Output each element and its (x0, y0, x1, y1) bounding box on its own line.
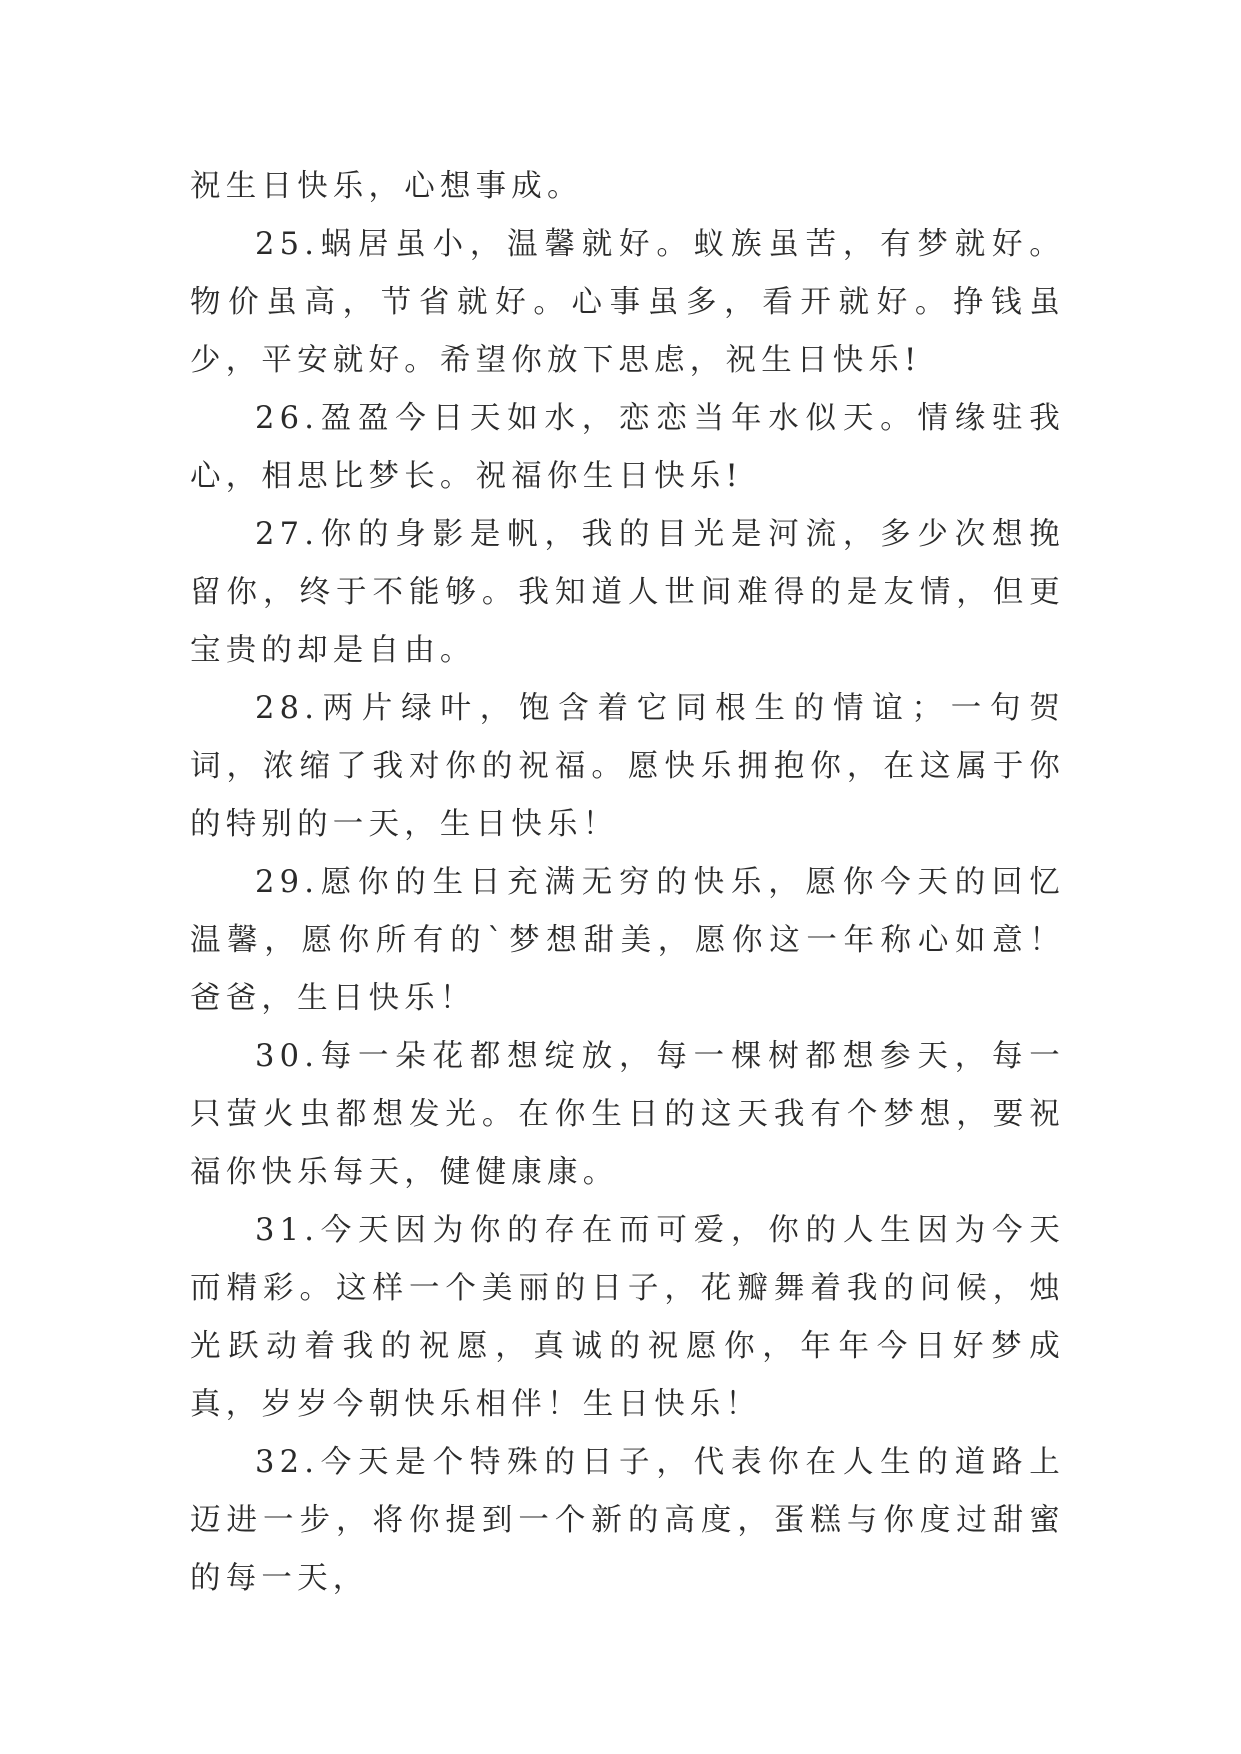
document-body (190, 158, 1065, 1608)
paragraph-item-28: 28.两片绿叶，饱含着它同根生的情谊；一句贺词，浓缩了我对你的祝福。愿快乐拥抱你，在这属于你的特别的一天，生日快乐！ (190, 691, 1065, 842)
paragraph-item-31: 31.今天因为你的存在而可爱，你的人生因为今天而精彩。这样一个美丽的日子，花瓣舞着我的问候，烛光跃动着我的祝愿，真诚的祝愿你，年年今日好梦成真，岁岁今朝快乐相伴！生日快乐！ (190, 1213, 1065, 1422)
paragraph-item-27: 27.你的身影是帆，我的目光是河流，多少次想挽留你，终于不能够。我知道人世间难得的是友情，但更宝贵的却是自由。 (190, 517, 1065, 668)
paragraph-item-30: 30.每一朵花都想绽放，每一棵树都想参天，每一只萤火虫都想发光。在你生日的这天我有个梦想，要祝福你快乐每天，健健康康。 (190, 1039, 1065, 1190)
paragraph-item-26: 26.盈盈今日天如水，恋恋当年水似天。情缘驻我心，相思比梦长。祝福你生日快乐! (190, 401, 1065, 494)
paragraph-item-29: 29.愿你的生日充满无穷的快乐，愿你今天的回忆温馨，愿你所有的`梦想甜美，愿你这一年称心如意！爸爸，生日快乐！ (190, 865, 1065, 1016)
paragraph-item-25: 25.蜗居虽小，温馨就好。蚁族虽苦，有梦就好。物价虽高，节省就好。心事虽多，看开就好。挣钱虽少，平安就好。希望你放下思虑，祝生日快乐! (190, 227, 1065, 378)
paragraph-item-32: 32.今天是个特殊的日子，代表你在人生的道路上迈进一步，将你提到一个新的高度，蛋糕与你度过甜蜜的每一天， (190, 1445, 1065, 1596)
paragraph-continuation: 祝生日快乐，心想事成。 (190, 169, 583, 204)
